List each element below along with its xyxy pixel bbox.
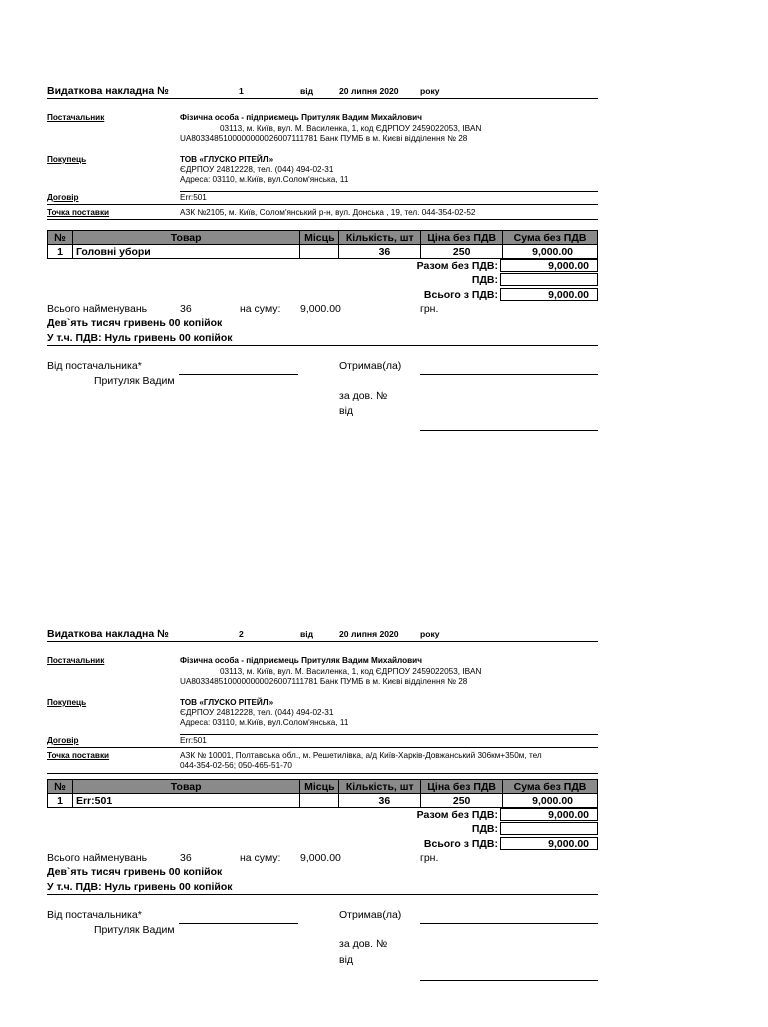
supplier-signer: Притуляк Вадим bbox=[94, 375, 175, 387]
from-supplier-label: Від постачальника* bbox=[47, 360, 142, 372]
col-places: Місць bbox=[300, 780, 339, 794]
power-of-attorney-label: за дов. № bbox=[339, 938, 388, 950]
row-quantity: 36 bbox=[339, 245, 421, 259]
words-underline bbox=[47, 345, 598, 346]
row-quantity: 36 bbox=[339, 794, 421, 808]
items-header-row bbox=[48, 231, 598, 245]
col-quantity: Кількість, шт bbox=[339, 780, 421, 794]
delivery-bottom-line bbox=[47, 219, 598, 220]
table-row bbox=[48, 794, 598, 808]
power-from-label: від bbox=[339, 954, 354, 966]
invoice-number: 2 bbox=[239, 629, 244, 639]
col-number: № bbox=[48, 231, 73, 245]
contract-value: Err:501 bbox=[180, 736, 207, 745]
power-from-label: від bbox=[339, 405, 354, 417]
col-number: № bbox=[48, 780, 73, 794]
buyer-address: Адреса: 03110, м.Київ, вул.Солом'янська, 11 bbox=[180, 718, 349, 727]
row-places bbox=[300, 794, 339, 808]
invoice-year-label: року bbox=[420, 86, 440, 96]
vat-value bbox=[500, 273, 598, 286]
items-count: 36 bbox=[180, 303, 192, 315]
vat-label: ПДВ: bbox=[471, 274, 498, 286]
supplier-address: 03113, м. Київ, вул. М. Василенка, 1, код ЄДРПОУ 2459022053, IBAN bbox=[220, 667, 482, 676]
currency: грн. bbox=[420, 303, 439, 315]
total-no-vat-value: 9,000.00 bbox=[500, 808, 598, 821]
row-number: 1 bbox=[48, 794, 73, 808]
items-count: 36 bbox=[180, 852, 192, 864]
row-product: Головні убори bbox=[72, 245, 299, 259]
vat-label: ПДВ: bbox=[471, 823, 498, 835]
invoice-1 bbox=[47, 84, 598, 484]
delivery-bottom-line bbox=[47, 773, 598, 774]
delivery-label: Точка поставки bbox=[47, 208, 110, 217]
delivery-point: АЗК №2105, м. Київ, Солом'янський р-н, вул. Донська , 19, тел. 044-354-02-52 bbox=[180, 208, 476, 217]
items-count-label: Всього найменувань bbox=[47, 852, 148, 864]
amount-in-words: Дев`ять тисяч гривень 00 копійок bbox=[47, 866, 223, 878]
supplier-label: Постачальник bbox=[47, 656, 105, 665]
sum-value: 9,000.00 bbox=[300, 303, 341, 315]
table-row bbox=[48, 245, 598, 259]
received-label: Отримав(ла) bbox=[339, 360, 402, 372]
items-count-label: Всього найменувань bbox=[47, 303, 148, 315]
items-table bbox=[47, 779, 598, 808]
buyer-code: ЄДРПОУ 24812228, тел. (044) 494-02-31 bbox=[180, 708, 334, 717]
amount-in-words: Дев`ять тисяч гривень 00 копійок bbox=[47, 317, 223, 329]
items-header-row bbox=[48, 780, 598, 794]
supplier-signer: Притуляк Вадим bbox=[94, 924, 175, 936]
supplier-address: 03113, м. Київ, вул. М. Василенка, 1, код ЄДРПОУ 2459022053, IBAN bbox=[220, 124, 482, 133]
buyer-name: ТОВ «ГЛУСКО РІТЕЙЛ» bbox=[180, 155, 274, 164]
sum-value: 9,000.00 bbox=[300, 852, 341, 864]
delivery-point-line2: 044-354-02-56; 050-465-51-70 bbox=[180, 761, 292, 770]
currency: грн. bbox=[420, 852, 439, 864]
invoice-year-label: року bbox=[420, 629, 440, 639]
col-product: Товар bbox=[72, 780, 299, 794]
row-sum: 9,000.00 bbox=[503, 245, 598, 259]
vat-in-words: У т.ч. ПДВ: Нуль гривень 00 копійок bbox=[47, 881, 233, 893]
contract-bottom-line bbox=[47, 204, 598, 205]
receiver-signature-line bbox=[420, 923, 598, 924]
buyer-address: Адреса: 03110, м.Київ, вул.Солом'янська, 11 bbox=[180, 175, 349, 184]
invoice-title: Видаткова накладна № bbox=[47, 628, 169, 640]
buyer-label: Покупець bbox=[47, 155, 87, 164]
row-places bbox=[300, 245, 339, 259]
title-underline bbox=[47, 641, 598, 642]
total-with-vat-label: Всього з ПДВ: bbox=[423, 838, 498, 850]
sum-label: на суму: bbox=[240, 852, 281, 864]
total-with-vat-label: Всього з ПДВ: bbox=[423, 289, 498, 301]
total-no-vat-label: Разом без ПДВ: bbox=[416, 260, 498, 272]
vat-value bbox=[500, 822, 598, 835]
contract-label: Договір bbox=[47, 193, 79, 202]
supplier-name: Фізична особа - підприємець Притуляк Вадим Михайлович bbox=[180, 113, 422, 122]
contract-top-line bbox=[180, 734, 598, 735]
items-table bbox=[47, 230, 598, 259]
supplier-label: Постачальник bbox=[47, 113, 105, 122]
invoice-from-label: від bbox=[300, 629, 314, 639]
received-label: Отримав(ла) bbox=[339, 909, 402, 921]
attorney-line bbox=[420, 980, 598, 981]
title-underline bbox=[47, 98, 598, 99]
supplier-bank: UA8033485100000000026007111781 Банк ПУМБ в м. Києві відділення № 28 bbox=[180, 677, 468, 686]
buyer-code: ЄДРПОУ 24812228, тел. (044) 494-02-31 bbox=[180, 165, 334, 174]
row-sum: 9,000.00 bbox=[503, 794, 598, 808]
attorney-line bbox=[420, 430, 598, 431]
from-supplier-label: Від постачальника* bbox=[47, 909, 142, 921]
vat-in-words: У т.ч. ПДВ: Нуль гривень 00 копійок bbox=[47, 332, 233, 344]
receiver-signature-line bbox=[420, 374, 598, 375]
supplier-signature-line bbox=[179, 923, 298, 924]
buyer-label: Покупець bbox=[47, 698, 87, 707]
invoice-number: 1 bbox=[239, 86, 244, 96]
invoice-date: 20 липня 2020 bbox=[339, 86, 399, 96]
power-of-attorney-label: за дов. № bbox=[339, 390, 388, 402]
supplier-bank: UA8033485100000000026007111781 Банк ПУМБ в м. Києві відділення № 28 bbox=[180, 134, 468, 143]
col-product: Товар bbox=[72, 231, 299, 245]
invoice-from-label: від bbox=[300, 86, 314, 96]
row-number: 1 bbox=[48, 245, 73, 259]
total-with-vat-value: 9,000.00 bbox=[500, 288, 598, 301]
col-quantity: Кількість, шт bbox=[339, 231, 421, 245]
total-no-vat-value: 9,000.00 bbox=[500, 259, 598, 272]
row-price: 250 bbox=[421, 794, 503, 808]
sum-label: на суму: bbox=[240, 303, 281, 315]
supplier-signature-line bbox=[179, 374, 298, 375]
buyer-name: ТОВ «ГЛУСКО РІТЕЙЛ» bbox=[180, 698, 274, 707]
contract-label: Договір bbox=[47, 736, 79, 745]
col-price: Ціна без ПДВ bbox=[421, 231, 503, 245]
contract-value: Err:501 bbox=[180, 193, 207, 202]
total-with-vat-value: 9,000.00 bbox=[500, 837, 598, 850]
invoice-2 bbox=[47, 627, 598, 1027]
delivery-label: Точка поставки bbox=[47, 751, 110, 760]
row-price: 250 bbox=[421, 245, 503, 259]
invoice-title: Видаткова накладна № bbox=[47, 85, 169, 97]
row-product: Err:501 bbox=[72, 794, 299, 808]
col-sum: Сума без ПДВ bbox=[503, 231, 598, 245]
contract-top-line bbox=[180, 191, 598, 192]
contract-bottom-line bbox=[47, 747, 598, 748]
words-underline bbox=[47, 894, 598, 895]
total-no-vat-label: Разом без ПДВ: bbox=[416, 809, 498, 821]
delivery-point: АЗК № 10001, Полтавська обл., м. Решетилівка, а/д Київ-Харків-Довжанський 306км+350м, тел bbox=[180, 751, 542, 760]
invoice-date: 20 липня 2020 bbox=[339, 629, 399, 639]
supplier-name: Фізична особа - підприємець Притуляк Вадим Михайлович bbox=[180, 656, 422, 665]
col-sum: Сума без ПДВ bbox=[503, 780, 598, 794]
col-places: Місць bbox=[300, 231, 339, 245]
col-price: Ціна без ПДВ bbox=[421, 780, 503, 794]
